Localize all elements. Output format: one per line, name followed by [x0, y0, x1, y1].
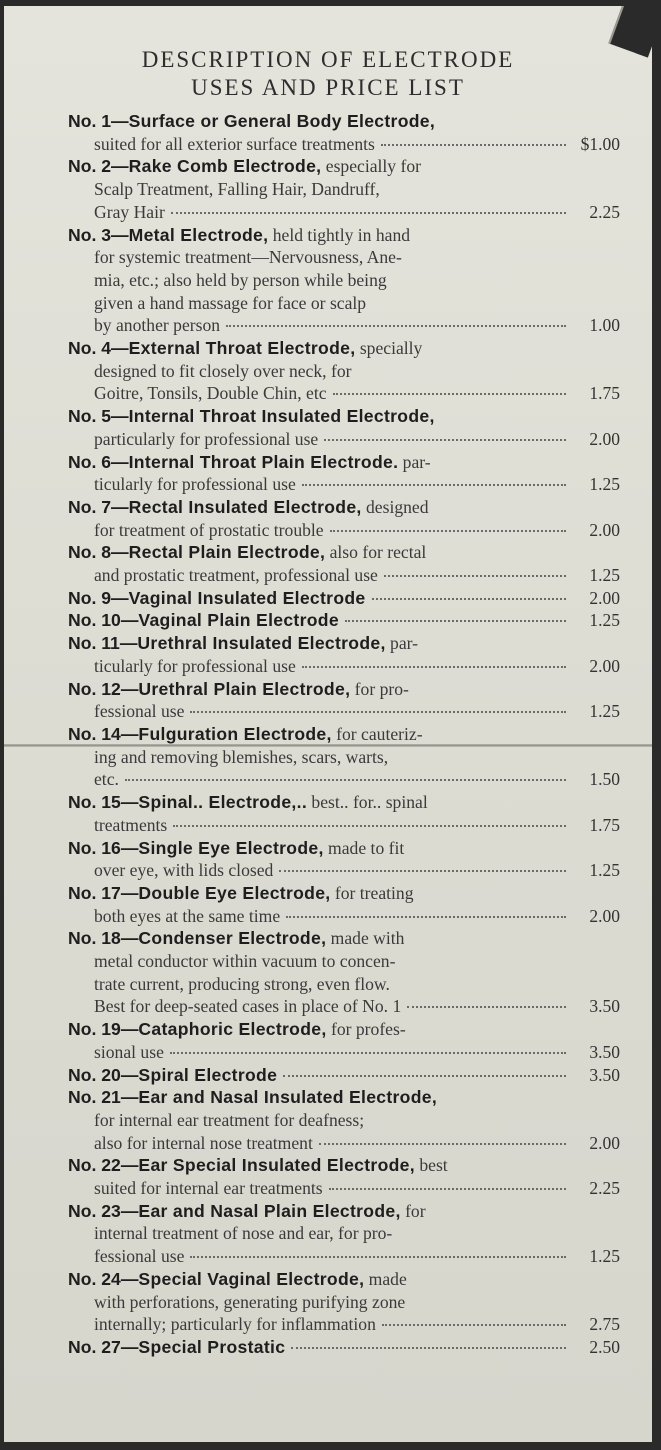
entry-price: 3.50	[589, 1041, 620, 1062]
leader-dots	[407, 1006, 566, 1008]
entry-heading-text	[68, 678, 409, 701]
entry-name: Vaginal Plain Electrode	[138, 610, 339, 631]
entry-price: 3.50	[589, 996, 620, 1017]
entry-heading-line	[68, 587, 620, 610]
leader-dots	[329, 1188, 566, 1190]
entry-name: Fulguration Electrode,	[138, 723, 332, 744]
entry-description-text: trate current, producing strong, even flow.	[94, 973, 390, 994]
leader-dots	[381, 144, 566, 146]
entry-heading-line	[68, 224, 620, 247]
entry-heading-line	[68, 1336, 620, 1359]
entry-description-text: suited for internal ear treatments	[94, 1178, 323, 1199]
entry-heading-line	[68, 1268, 620, 1291]
list-item	[68, 1200, 620, 1268]
entry-dash: —	[120, 610, 139, 631]
entry-heading-text	[68, 541, 426, 564]
entry-name: Ear and Nasal Plain Electrode,	[138, 1200, 401, 1221]
entry-lead-text: designed	[361, 496, 429, 517]
entry-heading-text	[68, 587, 366, 610]
entry-description-text: designed to fit closely over neck, for	[94, 360, 352, 381]
entry-number: No. 18	[68, 928, 121, 949]
entry-heading-line	[68, 791, 620, 814]
list-item	[68, 496, 620, 541]
leader-dots	[286, 916, 566, 918]
entry-description-line	[68, 859, 620, 882]
entry-heading-line	[68, 632, 620, 655]
entry-description-line	[68, 905, 620, 928]
entry-description-text: metal conductor within vacuum to concen-	[94, 951, 396, 972]
entry-description-line	[68, 1041, 620, 1064]
entry-description-text: fessional use	[94, 701, 185, 722]
entry-lead-text: best	[414, 1155, 448, 1176]
entry-price: 2.00	[589, 655, 620, 676]
leader-dots	[384, 575, 566, 577]
entry-number: No. 16	[68, 837, 121, 858]
entry-number: No. 2	[68, 156, 112, 177]
list-item	[68, 632, 620, 677]
leader-dots	[279, 870, 566, 872]
entry-dash: —	[111, 406, 129, 427]
entry-description-line	[68, 201, 620, 224]
entry-lead-text: for treating	[330, 882, 414, 903]
entry-description-line	[68, 655, 620, 678]
list-item	[68, 541, 620, 586]
list-item	[68, 587, 620, 610]
entry-lead-text: made	[364, 1268, 407, 1289]
entry-lead-text: par-	[385, 633, 419, 654]
entry-description-text: mia, etc.; also held by person while being	[94, 269, 387, 290]
entry-dash: —	[120, 1064, 139, 1085]
entry-dash: —	[120, 792, 139, 813]
entry-heading-line	[68, 609, 620, 632]
entry-price: 3.50	[589, 1064, 620, 1085]
entry-name: Rectal Plain Electrode,	[128, 542, 326, 563]
entry-description-text: for systemic treatment—Nervousness, Ane-	[94, 247, 402, 268]
entry-name: Double Eye Electrode,	[138, 882, 331, 903]
list-item	[68, 451, 620, 496]
entry-name: External Throat Electrode,	[128, 338, 356, 359]
entry-description-text: for treatment of prostatic trouble	[94, 519, 324, 540]
leader-dots	[291, 1347, 566, 1349]
entry-name: Cataphoric Electrode,	[138, 1019, 327, 1040]
entry-price: 1.25	[589, 1246, 620, 1267]
entry-name: Surface or General Body Electrode,	[128, 111, 436, 131]
entry-description-text: by another person	[94, 315, 221, 336]
entry-price: 1.25	[589, 610, 620, 631]
list-item	[68, 1268, 620, 1336]
entry-heading-text	[68, 837, 404, 860]
entry-number: No. 23	[68, 1200, 121, 1221]
leader-dots	[324, 439, 566, 441]
leader-dots	[173, 825, 566, 827]
entry-price: $1.00	[580, 133, 620, 154]
entry-name: Ear and Nasal Insulated Electrode,	[138, 1087, 438, 1108]
entry-description-line	[68, 382, 620, 405]
entry-number: No. 27	[68, 1336, 121, 1357]
entry-name: Special Vaginal Electrode,	[138, 1268, 365, 1289]
entry-heading-text	[68, 1018, 406, 1041]
leader-dots	[302, 484, 566, 486]
entry-lead-text: par-	[398, 451, 431, 472]
entry-name: Spiral Electrode	[138, 1064, 278, 1085]
leader-dots	[190, 711, 566, 713]
entry-price: 2.00	[589, 1132, 620, 1153]
entry-description-text: Scalp Treatment, Falling Hair, Dandruff,	[94, 179, 380, 200]
entry-price: 1.25	[589, 565, 620, 586]
entry-number: No. 1	[68, 111, 112, 131]
leader-dots	[190, 1256, 566, 1258]
leader-dots	[302, 666, 566, 668]
entry-description-line	[68, 428, 620, 451]
list-item	[68, 1018, 620, 1063]
entry-heading-text	[68, 791, 428, 814]
entry-number: No. 15	[68, 792, 121, 813]
entry-description-line	[68, 995, 620, 1018]
list-item	[68, 927, 620, 1018]
entry-number: No. 17	[68, 882, 121, 903]
entry-price: 2.00	[589, 587, 620, 608]
list-item	[68, 678, 620, 723]
entry-name: Condenser Electrode,	[138, 928, 327, 949]
entry-heading-line	[68, 837, 620, 860]
entry-description-text: both eyes at the same time	[94, 905, 281, 926]
entry-name: Ear Special Insulated Electrode,	[138, 1155, 415, 1176]
entry-description-text: also for internal nose treatment	[94, 1132, 313, 1153]
leader-dots	[125, 779, 566, 781]
entry-lead-text: for profes-	[326, 1019, 406, 1040]
entry-dash: —	[111, 496, 129, 517]
list-item	[68, 110, 620, 155]
entry-heading-line	[68, 678, 620, 701]
entry-price: 2.75	[589, 1314, 620, 1335]
entry-description-text: sional use	[94, 1041, 164, 1062]
entry-heading-text	[68, 224, 410, 247]
entry-number: No. 11	[68, 633, 120, 654]
list-item	[68, 1064, 620, 1087]
entry-heading-line	[68, 496, 620, 519]
list-item	[68, 1336, 620, 1359]
entry-price: 1.75	[589, 814, 620, 835]
entry-description-line	[68, 519, 620, 542]
entry-description-line	[68, 1132, 620, 1155]
entry-price: 1.25	[589, 701, 620, 722]
entry-heading-line	[68, 541, 620, 564]
entry-dash: —	[120, 837, 139, 858]
entry-number: No. 3	[68, 224, 112, 245]
entry-name: Rake Comb Electrode,	[128, 156, 322, 177]
entry-dash: —	[111, 224, 129, 245]
list-item	[68, 405, 620, 450]
entry-heading-text	[68, 1268, 407, 1291]
list-item	[68, 882, 620, 927]
entry-lead-text: best.. for.. spinal	[307, 792, 428, 813]
entry-price: 1.25	[589, 860, 620, 881]
entry-description-text: particularly for professional use	[94, 428, 319, 449]
entry-description-line	[68, 292, 620, 315]
entry-description-line	[68, 1177, 620, 1200]
entry-heading-text	[68, 632, 418, 655]
leader-dots	[283, 1075, 566, 1077]
leader-dots	[372, 598, 567, 600]
entry-dash: —	[111, 451, 129, 472]
entry-heading-text	[68, 1086, 437, 1109]
entry-heading-text	[68, 155, 421, 178]
entry-heading-text	[68, 1064, 277, 1087]
entry-price: 2.25	[589, 1178, 620, 1199]
entry-dash: —	[120, 1155, 139, 1176]
entry-price: 2.25	[589, 201, 620, 222]
entry-number: No. 24	[68, 1268, 121, 1289]
entry-dash: —	[111, 338, 129, 359]
entry-heading-text	[68, 405, 435, 428]
entry-description-line	[68, 1222, 620, 1245]
entry-description-text: for internal ear treatment for deafness;	[94, 1109, 365, 1130]
entry-number: No. 10	[68, 610, 121, 631]
entry-price: 1.75	[589, 383, 620, 404]
entry-heading-line	[68, 405, 620, 428]
entry-lead-text: also for rectal	[325, 542, 427, 563]
leader-dots	[171, 212, 566, 214]
entry-description-line	[68, 1313, 620, 1336]
entry-heading-text	[68, 882, 414, 905]
entry-lead-text: for cauteriz-	[331, 723, 423, 744]
list-item	[68, 155, 620, 223]
entry-heading-line	[68, 337, 620, 360]
entry-number: No. 21	[68, 1087, 121, 1108]
entry-description-text: fessional use	[94, 1246, 185, 1267]
list-item	[68, 1086, 620, 1154]
entry-lead-text: made to fit	[323, 837, 405, 858]
entry-price: 2.00	[589, 519, 620, 540]
entry-dash: —	[120, 1019, 139, 1040]
entry-description-text: suited for all exterior surface treatments	[94, 133, 375, 154]
entry-description-text: over eye, with lids closed	[94, 860, 274, 881]
entry-heading-line	[68, 155, 620, 178]
entry-lead-text: specially	[355, 338, 423, 359]
entry-description-line	[68, 950, 620, 973]
entry-description-text: ticularly for professional use	[94, 474, 296, 495]
entry-dash: —	[120, 678, 139, 699]
entry-price: 2.00	[589, 428, 620, 449]
entry-name: Vaginal Insulated Electrode	[128, 587, 366, 608]
entry-description-text: internal treatment of nose and ear, for pro-	[94, 1223, 393, 1244]
list-item	[68, 609, 620, 632]
entry-number: No. 9	[68, 587, 112, 608]
entry-description-text: ticularly for professional use	[94, 655, 296, 676]
entry-description-text: with perforations, generating purifying zone	[94, 1291, 406, 1312]
entry-dash: —	[120, 1200, 139, 1221]
list-item	[68, 837, 620, 882]
entry-description-text: etc.	[94, 769, 119, 790]
entry-description-line	[68, 814, 620, 837]
entry-price: 1.00	[589, 315, 620, 336]
entry-heading-line	[68, 1154, 620, 1177]
entry-heading-text	[68, 723, 423, 746]
entry-name: Internal Throat Insulated Electrode,	[128, 406, 435, 427]
entry-heading-text	[68, 1336, 285, 1359]
entry-dash: —	[120, 882, 139, 903]
entry-description-line	[68, 746, 620, 769]
entry-heading-text	[68, 110, 435, 133]
list-item	[68, 1154, 620, 1199]
entry-name: Metal Electrode,	[128, 224, 269, 245]
entry-description-line	[68, 269, 620, 292]
entry-name: Internal Throat Plain Electrode.	[128, 451, 399, 472]
entry-lead-text: made with	[326, 928, 405, 949]
entry-lead-text: for	[400, 1200, 426, 1221]
entry-description-line	[68, 360, 620, 383]
price-list-sheet	[4, 6, 652, 1442]
entry-description-text: Gray Hair	[94, 201, 165, 222]
entry-description-line	[68, 178, 620, 201]
entry-heading-line	[68, 1018, 620, 1041]
entry-description-line	[68, 314, 620, 337]
entry-description-text: given a hand massage for face or scalp	[94, 292, 367, 313]
entry-lead-text: for pro-	[350, 678, 409, 699]
entry-heading-text	[68, 451, 431, 474]
entry-description-text: internally; particularly for inflammation	[94, 1314, 376, 1335]
entry-number: No. 7	[68, 496, 112, 517]
leader-dots	[170, 1052, 566, 1054]
entry-dash: —	[120, 723, 139, 744]
entry-description-line	[68, 473, 620, 496]
entry-heading-line	[68, 882, 620, 905]
entry-description-line	[68, 1245, 620, 1268]
entry-dash: —	[111, 587, 129, 608]
entry-description-line	[68, 133, 620, 156]
leader-dots	[333, 393, 566, 395]
entry-heading-text	[68, 337, 422, 360]
entry-name: Spinal.. Electrode,..	[138, 792, 308, 813]
entry-price: 2.50	[589, 1336, 620, 1357]
entry-heading-line	[68, 451, 620, 474]
entry-price: 1.50	[589, 769, 620, 790]
title-line-2: USES AND PRICE LIST	[191, 75, 465, 100]
entry-description-line	[68, 973, 620, 996]
entry-dash: —	[111, 542, 129, 563]
leader-dots	[382, 1324, 566, 1326]
entry-dash: —	[120, 928, 139, 949]
entry-lead-text: held tightly in hand	[268, 224, 411, 245]
entry-description-text: Goitre, Tonsils, Double Chin, etc	[94, 383, 327, 404]
entry-description-line	[68, 1291, 620, 1314]
entry-name: Single Eye Electrode,	[138, 837, 324, 858]
entry-description-text: and prostatic treatment, professional use	[94, 565, 378, 586]
entry-description-text: Best for deep-seated cases in place of No. 1	[94, 996, 402, 1017]
leader-dots	[345, 620, 566, 622]
entry-description-line	[68, 564, 620, 587]
leader-dots	[226, 325, 566, 327]
entry-number: No. 6	[68, 451, 112, 472]
list-item	[68, 723, 620, 791]
entry-name: Urethral Insulated Electrode,	[137, 633, 386, 654]
entry-number: No. 8	[68, 542, 112, 563]
page-title	[4, 46, 652, 102]
entry-dash: —	[111, 111, 129, 131]
entry-heading-text	[68, 927, 404, 950]
entry-heading-line	[68, 1086, 620, 1109]
entry-heading-text	[68, 496, 429, 519]
entry-dash: —	[111, 156, 129, 177]
entry-dash: —	[120, 1336, 139, 1357]
entry-heading-line	[68, 1064, 620, 1087]
entry-heading-line	[68, 110, 620, 133]
entry-number: No. 22	[68, 1155, 121, 1176]
entry-price: 1.25	[589, 474, 620, 495]
entry-number: No. 4	[68, 338, 112, 359]
entry-heading-line	[68, 927, 620, 950]
list-item	[68, 791, 620, 836]
entry-heading-text	[68, 609, 339, 632]
entry-number: No. 14	[68, 723, 121, 744]
leader-dots	[330, 530, 566, 532]
entry-number: No. 20	[68, 1064, 121, 1085]
entry-description-text: ing and removing blemishes, scars, warts,	[94, 746, 389, 767]
entry-description-line	[68, 1109, 620, 1132]
entry-description-line	[68, 768, 620, 791]
entry-lead-text: especially for	[321, 156, 422, 177]
entry-price: 2.00	[589, 905, 620, 926]
entry-heading-text	[68, 1154, 448, 1177]
entry-dash: —	[120, 1268, 139, 1289]
entry-heading-line	[68, 1200, 620, 1223]
entry-dash: —	[120, 1087, 139, 1108]
entry-description-line	[68, 246, 620, 269]
entry-name: Rectal Insulated Electrode,	[128, 496, 362, 517]
entry-heading-text	[68, 1200, 426, 1223]
entry-number: No. 5	[68, 406, 112, 427]
entry-heading-line	[68, 723, 620, 746]
entry-description-text: treatments	[94, 814, 168, 835]
electrode-list	[68, 110, 620, 1359]
title-line-1: DESCRIPTION OF ELECTRODE	[141, 47, 515, 72]
entry-name: Special Prostatic	[138, 1336, 286, 1357]
list-item	[68, 224, 620, 338]
entry-number: No. 12	[68, 678, 121, 699]
entry-dash: —	[119, 633, 138, 654]
leader-dots	[319, 1143, 566, 1145]
entry-name: Urethral Plain Electrode,	[138, 678, 351, 699]
entry-number: No. 19	[68, 1019, 121, 1040]
entry-description-line	[68, 700, 620, 723]
list-item	[68, 337, 620, 405]
